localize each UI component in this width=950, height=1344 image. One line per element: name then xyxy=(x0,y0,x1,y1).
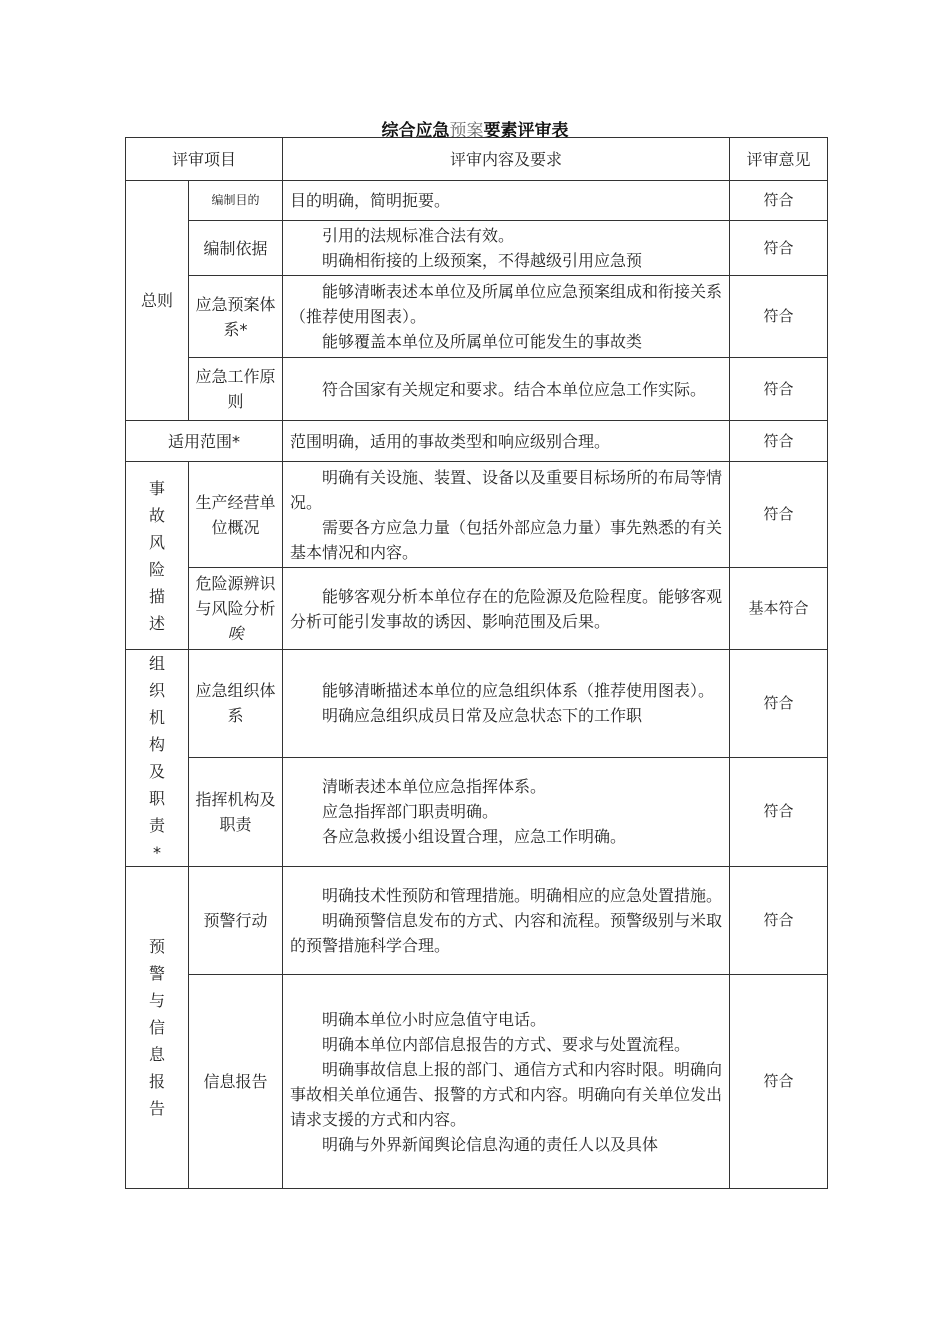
sub-item: 危险源辨识与风险分析唉 xyxy=(189,568,283,650)
sub-item: 应急工作原则 xyxy=(189,358,283,421)
requirement-text: 明确相衔接的上级预案，不得越级引用应急预 xyxy=(322,251,643,270)
requirement-text: 能够清晰描述本单位的应急组织体系（推荐使用图表）。 xyxy=(322,681,715,701)
table-row xyxy=(126,221,828,276)
requirement-text: 明确与外界新闻舆论信息沟通的责任人以及具体 xyxy=(322,1134,659,1154)
header-item: 评审项目 xyxy=(126,138,283,181)
sub-item: 编制目的 xyxy=(189,181,283,221)
group-risk: 事故风险描述 xyxy=(126,462,189,650)
title-part-2: 预案 xyxy=(449,121,484,141)
sub-item: 预警行动 xyxy=(189,867,283,975)
opinion-cell: 符合 xyxy=(730,276,828,358)
table-row xyxy=(126,757,828,866)
requirement-text: 明确本单位小时应急值守电话。 xyxy=(322,1009,547,1029)
title-part-3: 要素评审表 xyxy=(483,121,569,141)
title-part-1: 综合应急 xyxy=(381,121,450,141)
opinion-cell: 符合 xyxy=(730,181,828,221)
opinion-cell: 符合 xyxy=(730,221,828,276)
requirement-text: 能够清晰表述本单位及所属单位应急预案组成和衔接关系（推荐使用图表）。 xyxy=(290,282,723,326)
opinion-cell: 符合 xyxy=(730,358,828,421)
opinion-cell: 符合 xyxy=(730,867,828,975)
group-organization: 组织机构及职责* xyxy=(126,650,189,867)
table-row xyxy=(126,568,828,650)
requirement-text: 明确预警信息发布的方式、内容和流程。预警级别与米取的预警措施科学合理。 xyxy=(290,911,723,955)
table-header-row xyxy=(126,138,828,181)
requirement-text: 目的明确，简明扼要。 xyxy=(290,191,451,210)
requirement-text: 能够客观分析本单位存在的危险源及危险程度。能够客观分析可能引发事故的诱因、影响范围及后果。 xyxy=(290,586,723,631)
requirement-text: 明确有关设施、装置、设备以及重要目标场所的布局等情况。 xyxy=(290,467,723,512)
opinion-cell: 符合 xyxy=(730,421,828,462)
item-scope: 适用范围* xyxy=(126,421,283,462)
requirement-text: 引用的法规标准合法有效。 xyxy=(322,226,515,245)
header-opinion: 评审意见 xyxy=(730,138,828,181)
table-row xyxy=(126,421,828,462)
sub-item: 生产经营单位概况 xyxy=(189,462,283,568)
table-row xyxy=(126,867,828,975)
review-table xyxy=(125,137,828,1189)
group-general: 总则 xyxy=(126,181,189,421)
sub-item: 信息报告 xyxy=(189,975,283,1189)
group-warning: 预警与信息报告 xyxy=(126,867,189,1189)
opinion-cell: 符合 xyxy=(730,462,828,568)
opinion-cell: 符合 xyxy=(730,975,828,1189)
table-row xyxy=(126,276,828,358)
sub-item: 指挥机构及职责 xyxy=(189,757,283,866)
opinion-cell: 基本符合 xyxy=(730,568,828,650)
requirement-text: 符合国家有关规定和要求。结合本单位应急工作实际。 xyxy=(322,379,707,399)
table-row xyxy=(126,358,828,421)
requirement-text: 能够覆盖本单位及所属单位可能发生的事故类 xyxy=(322,332,643,351)
table-row xyxy=(126,462,828,568)
requirement-text: 明确本单位内部信息报告的方式、要求与处置流程。 xyxy=(322,1034,691,1054)
requirement-text: 范围明确，适用的事故类型和响应级别合理。 xyxy=(290,431,611,451)
requirement-text: 明确技术性预防和管理措施。明确相应的应急处置措施。 xyxy=(322,886,723,905)
table-row xyxy=(126,181,828,221)
sub-item: 编制依据 xyxy=(189,221,283,276)
requirement-text: 明确事故信息上报的部门、通信方式和内容时限。明确向事故相关单位通告、报警的方式和内容。明确向有关单位发出请求支援的方式和内容。 xyxy=(290,1059,723,1129)
requirement-text: 明确应急组织成员日常及应急状态下的工作职 xyxy=(322,706,643,726)
requirement-text: 清晰表述本单位应急指挥体系。 xyxy=(322,777,547,797)
sub-item: 应急预案体系* xyxy=(189,276,283,358)
table-row xyxy=(126,650,828,758)
sub-item: 应急组织体系 xyxy=(189,650,283,758)
table-row xyxy=(126,975,828,1189)
requirement-text: 应急指挥部门职责明确。 xyxy=(322,802,499,822)
header-content: 评审内容及要求 xyxy=(283,138,730,181)
opinion-cell: 符合 xyxy=(730,757,828,866)
requirement-text: 需要各方应急力量（包括外部应急力量）事先熟悉的有关基本情况和内容。 xyxy=(290,517,723,562)
opinion-cell: 符合 xyxy=(730,650,828,758)
requirement-text: 各应急救援小组设置合理，应急工作明确。 xyxy=(322,827,627,847)
